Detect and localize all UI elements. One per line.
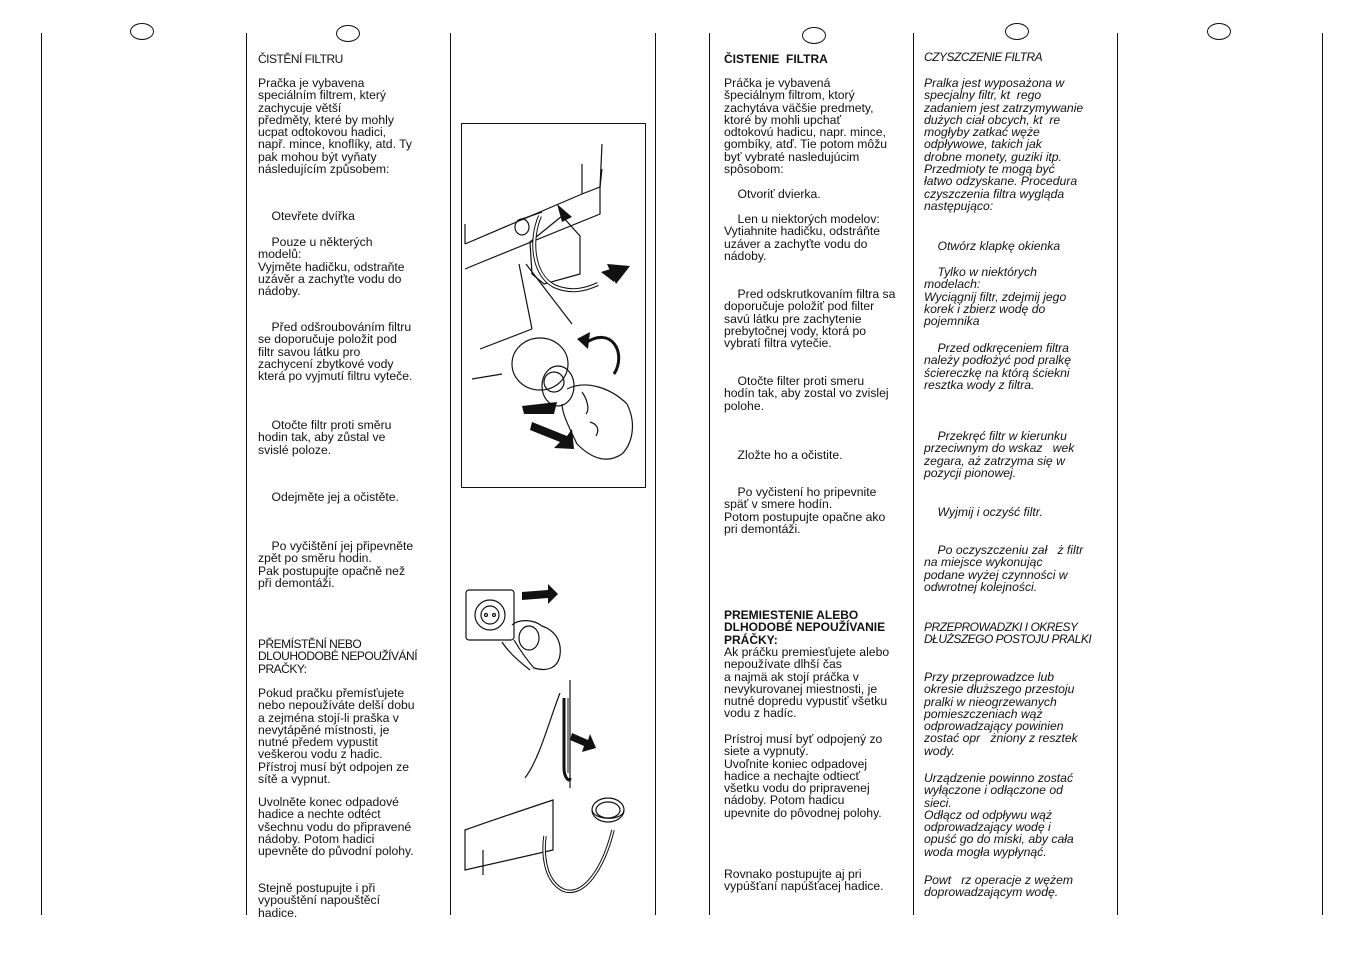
intro-text: Pralka jest wyposażona w specjalny filtr, kt rego zadaniem jest zatrzymywanie dużych ciał obcych, kt re mogłyby zatkać węże odpływowe, takich jak drobne monety, guziki itp. Przedmioty te mogą być łatwo odzyskane. Procedura czyszczenia filtra wygląda następująco: xyxy=(924,76,1084,213)
moving-text-3: Powt rz operacje z wężem doprowadzającym wodę. xyxy=(924,873,1074,900)
language-oval xyxy=(336,25,360,42)
step-remove: Odejměte jej a očistěte. xyxy=(258,490,399,504)
moving-text-2: Uvolněte konec odpadové hadice a nechte odtéct všechnu vodu do připravené nádoby. Potom hadici upevněte do původní polohy. xyxy=(258,795,414,859)
intro-text: Práčka je vybavená špeciálnym filtrom, ktorý zachytáva väčšie predmety, ktoré by mohli upchať odtokovú hadicu, napr. mince, gombíky, atď. Tie potom môžu byť vybraté nasledujúcim spôsobom: xyxy=(724,76,888,177)
section-title: ČISTĚNÍ FILTRU xyxy=(258,52,343,66)
section-title: ČISTENIE FILTRA xyxy=(724,52,828,66)
filter-illustration xyxy=(462,124,645,487)
unplug-illustration xyxy=(462,580,582,675)
page-border-left xyxy=(41,33,42,915)
moving-text-1: Pokud pračku přemísťujete nebo nepoužíváte delší dobu a zejména stojí-li praška v nevytápěné místnosti, je nutné předem vypustit veškerou vodu z hadic. Přístroj musí být odpojen ze sítě a vypnut. xyxy=(258,686,415,787)
step-remove: Wyjmij i oczyść filtr. xyxy=(924,505,1043,519)
step-refit: Po vyčištění jej připevněte zpět po směru hodin. Pak postupujte opačně než při demontáži. xyxy=(258,539,414,590)
page-border-right xyxy=(1322,33,1323,915)
column-divider xyxy=(655,33,656,915)
language-oval xyxy=(130,23,154,40)
intro-text: Pračka je vybavena speciálním filtrem, který zachycuje větší předměty, které by mohly ucpat odtokovou hadici, např. mince, knoflíky, atd. Ty pak mohou být vyňaty následujícím způsobem: xyxy=(258,76,412,177)
section-title: CZYSZCZENIE FILTRA xyxy=(924,50,1043,64)
step-open-door: Otevřete dvířka xyxy=(258,209,355,223)
step-hose: Tylko w niektórych modelach: Wyciągnij filtr, zdejmij jego korek i zbierz wodę do pojemnika xyxy=(924,265,1067,329)
hose-bowl-illustration xyxy=(463,790,633,900)
step-rotate: Przekręć filtr w kierunku przeciwnym do wskaz wek zegara, aż zatrzyma się w pozycji pionowej. xyxy=(924,429,1075,480)
moving-text-3: Stejně postupujte i při vypouštění napouštěcí hadice. xyxy=(258,881,380,920)
language-oval xyxy=(1005,23,1029,40)
moving-text-3: Rovnako postupujte aj pri vypúšťaní napúšťacej hadice. xyxy=(724,867,884,894)
step-cloth: Před odšroubováním filtru se doporučuje položit pod filtr savou látku pro zachycení zbytkové vody která po vyjmutí filtru vyteče. xyxy=(258,320,413,384)
step-hose: Len u niektorých modelov: Vytiahnite hadičku, odstráňte uzáver a zachyťte vodu do nádoby. xyxy=(724,212,881,263)
step-cloth: Przed odkręceniem filtra należy podłożyć pod pralkę ściereczkę na którą ściekni resztka wody z filtra. xyxy=(924,341,1072,392)
step-open-door: Otvoriť dvierka. xyxy=(724,187,821,201)
column-divider xyxy=(913,33,914,915)
step-refit: Po vyčistení ho pripevnite späť v smere hodín. Potom postupujte opačne ako pri demontáži. xyxy=(724,485,886,536)
step-open-door: Otwórz klapkę okienka xyxy=(924,239,1061,253)
column-divider xyxy=(450,33,451,915)
step-rotate: Otočte filtr proti směru hodin tak, aby zůstal ve svislé poloze. xyxy=(258,418,392,457)
step-rotate: Otočte filter proti smeru hodín tak, aby zostal vo zvislej polohe. xyxy=(724,374,889,413)
language-oval xyxy=(802,27,826,44)
moving-text-2: Prístroj musí byť odpojený zo siete a vypnutý. Uvoľnite koniec odpadovej hadice a nechajte odtiecť všetku vodu do pripravenej nádoby. Potom hadicu upevnite do pôvodnej polohy. xyxy=(724,732,883,820)
drain-hose-illustration xyxy=(520,678,600,798)
step-hose: Pouze u některých modelů: Vyjměte hadičku, odstraňte uzávěr a zachyťte vodu do nádoby. xyxy=(258,235,405,299)
moving-text-2: Urządzenie powinno zostać wyłączone i odłączone od sieci. Odłącz od odpływu wąż odprowadzający wodę i opuść go do miski, aby cała woda mogła wypłynąć. xyxy=(924,771,1074,859)
section-title-moving: PRZEPROWADZKI I OKRESY DŁUŻSZEGO POSTOJU PRALKI xyxy=(924,620,1092,647)
section-title-moving: PREMIESTENIE ALEBO DLHODOBÉ NEPOUŽÍVANIE PRÁČKY: xyxy=(724,608,886,647)
moving-text-1: Przy przeprowadzce lub okresie dłuższego przestoju pralki w nieogrzewanych pomieszczeniach wąż odprowadzający powinien zostać opr żniony z resztek wody. xyxy=(924,670,1078,758)
moving-text-1: Ak práčku premiesťujete alebo nepoužívate dlhší čas a najmä ak stojí práčka v nevykurovanej miestnosti, je nutné dopredu vypustiť všetku vodu z hadíc. xyxy=(724,645,890,721)
language-oval xyxy=(1207,23,1231,40)
column-divider xyxy=(709,33,710,915)
step-remove: Zložte ho a očistite. xyxy=(724,448,843,462)
step-cloth: Pred odskrutkovaním filtra sa doporučuje položiť pod filter savú látku pre zachytenie prebytočnej vody, ktorá po vybratí filtra vytečie. xyxy=(724,287,896,351)
column-divider xyxy=(246,33,247,915)
column-divider xyxy=(1117,33,1118,915)
step-refit: Po oczyszczeniu zał ż filtr na miejsce wykonując podane wyżej czynności w odwrotnej kolejności. xyxy=(924,543,1084,594)
section-title-moving: PŘEMÍSTĚNÍ NEBO DLOUHODOBÉ NEPOUŽÍVÁNÍ PRAČKY: xyxy=(258,637,418,676)
